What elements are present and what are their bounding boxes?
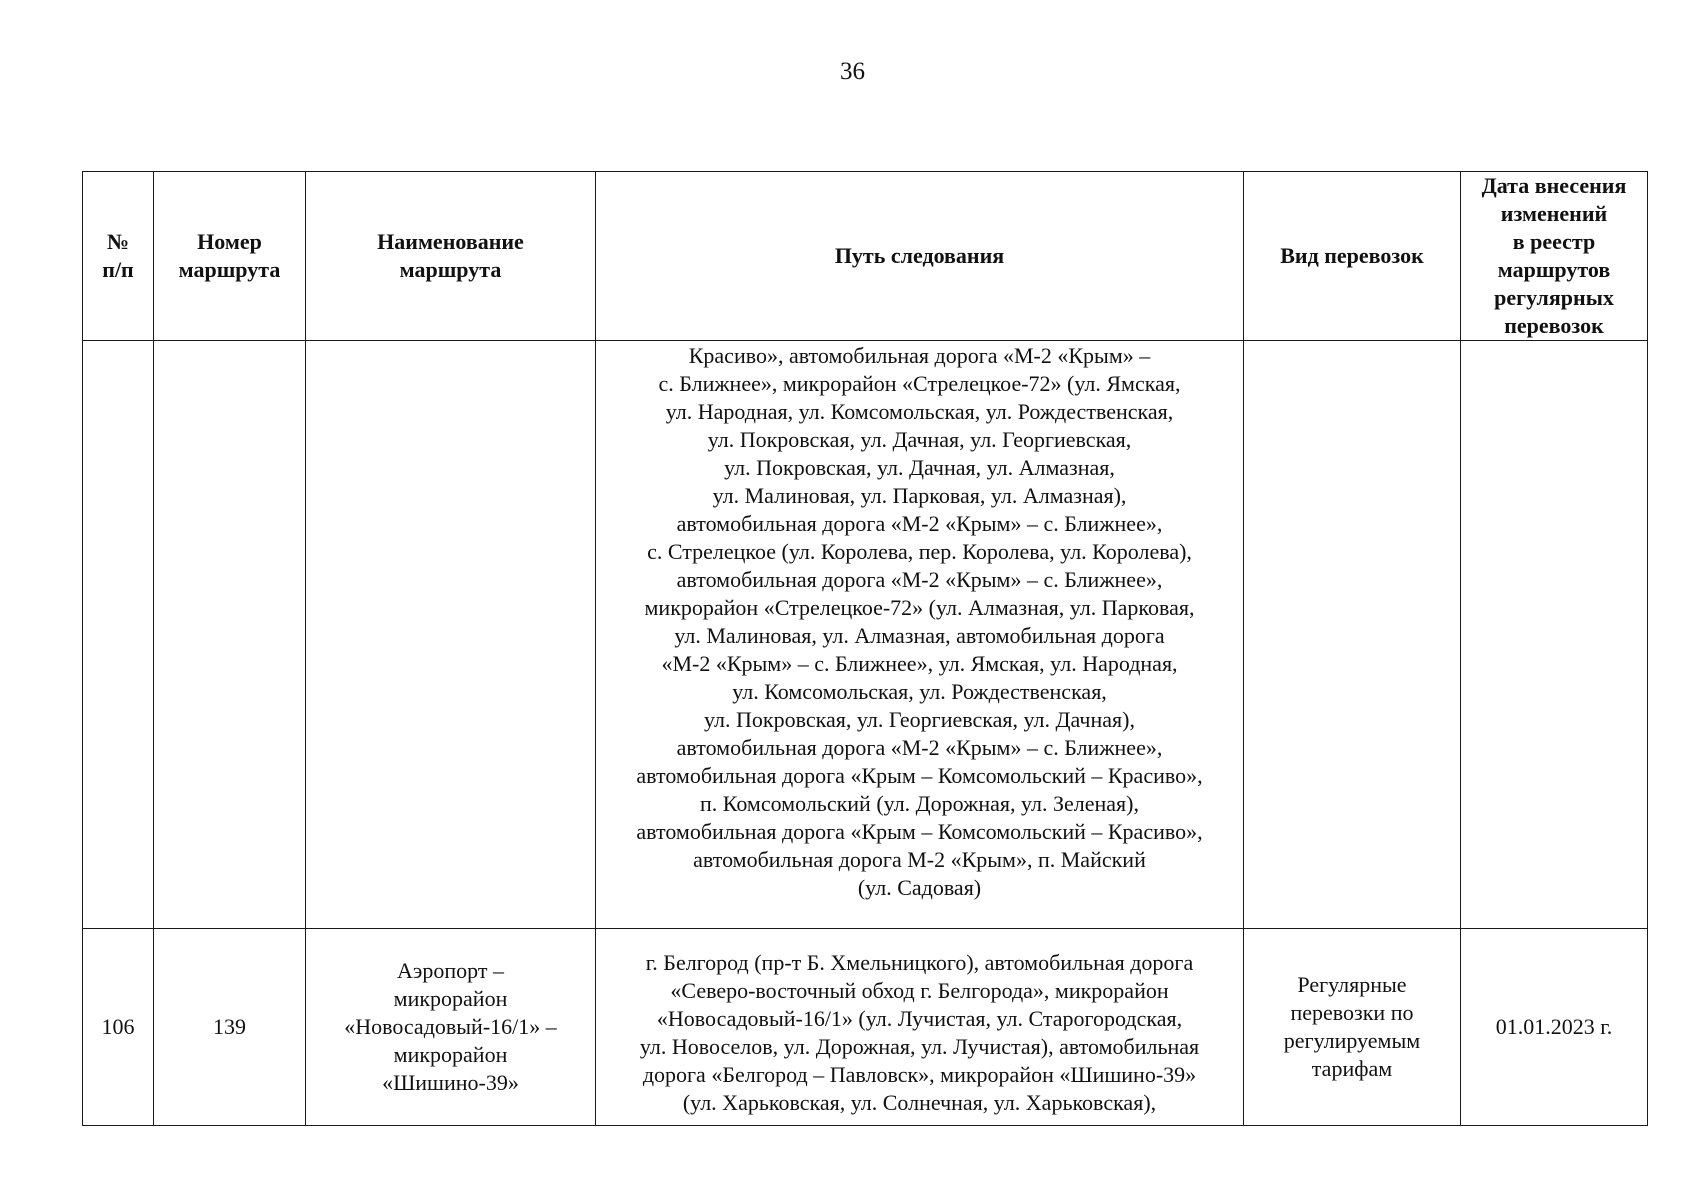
cell-num: 106	[83, 929, 154, 1126]
cell-change-date	[1461, 341, 1648, 929]
page-number: 36	[840, 58, 865, 85]
cell-transport-type	[1244, 341, 1461, 929]
cell-num	[83, 341, 154, 929]
table-row	[83, 341, 1648, 929]
header-path: Путь следования	[596, 172, 1244, 341]
cell-route-name	[306, 929, 596, 1126]
cell-change-date: 01.01.2023 г.	[1461, 929, 1648, 1126]
header-change-date: Дата внесения изменений в реестр маршрутов регулярных перевозок	[1461, 172, 1648, 341]
transport-type-text: Регулярные перевозки по регулируемым тарифам	[1283, 972, 1421, 1081]
header-num: № п/п	[83, 172, 154, 341]
table-row	[83, 929, 1648, 1126]
header-transport-type: Вид перевозок	[1244, 172, 1461, 341]
route-name-text: Аэропорт – микрорайон «Новосадовый-16/1» – микрорайон «Шишино-39»	[344, 958, 557, 1095]
table-header-row	[83, 172, 1648, 341]
cell-route-name	[306, 341, 596, 929]
path-text: Красиво», автомобильная дорога «М-2 «Крым» – с. Ближнее», микрорайон «Стрелецкое-72» (ул. Ямская, ул. Народная, ул. Комсомольская, ул. Рождественская, ул. Покровская, ул. Дачная, ул. Георгиевская, ул. Покровская, ул. Дачная, ул. Алмазная, ул. Малиновая, ул. Парковая, ул. Алмазная), автомобильная дорога «М-2 «Крым» – с. Ближнее», с. Стрелецкое (ул. Королева, пер. Королева, ул. Королева), автомобильная дорога «М-2 «Крым» – с. Ближнее», микрорайон «Стрелецкое-72» (ул. Алмазная, ул. Парковая, ул. Малиновая, ул. Алмазная, автомобильная дорога «М-2 «Крым» – с. Ближнее», ул. Ямская, ул. Народная, ул. Комсомольская, ул. Рождественская, ул. Покровская, ул. Георгиевская, ул. Дачная), автомобильная дорога «М-2 «Крым» – с. Ближнее», автомобильная дорога «Крым – Комсомольский – Красиво», п. Комсомольский (ул. Дорожная, ул. Зеленая), автомобильная дорога «Крым – Комсомольский – Красиво», автомобильная дорога М-2 «Крым», п. Майский (ул. Садовая)	[636, 343, 1203, 900]
cell-path	[596, 341, 1244, 929]
routes-table	[82, 171, 1648, 1126]
header-route-name: Наименование маршрута	[306, 172, 596, 341]
path-text: г. Белгород (пр-т Б. Хмельницкого), автомобильная дорога «Северо-восточный обход г. Белгорода», микрорайон «Новосадовый-16/1» (ул. Лучистая, ул. Старогородская, ул. Новоселов, ул. Дорожная, ул. Лучистая), автомобильная дорога «Белгород – Павловск», микрорайон «Шишино-39» (ул. Харьковская, ул. Солнечная, ул. Харьковская),	[639, 950, 1200, 1115]
cell-route-number: 139	[154, 929, 306, 1126]
cell-path	[596, 929, 1244, 1126]
cell-route-number	[154, 341, 306, 929]
header-route-number: Номер маршрута	[154, 172, 306, 341]
cell-transport-type	[1244, 929, 1461, 1126]
